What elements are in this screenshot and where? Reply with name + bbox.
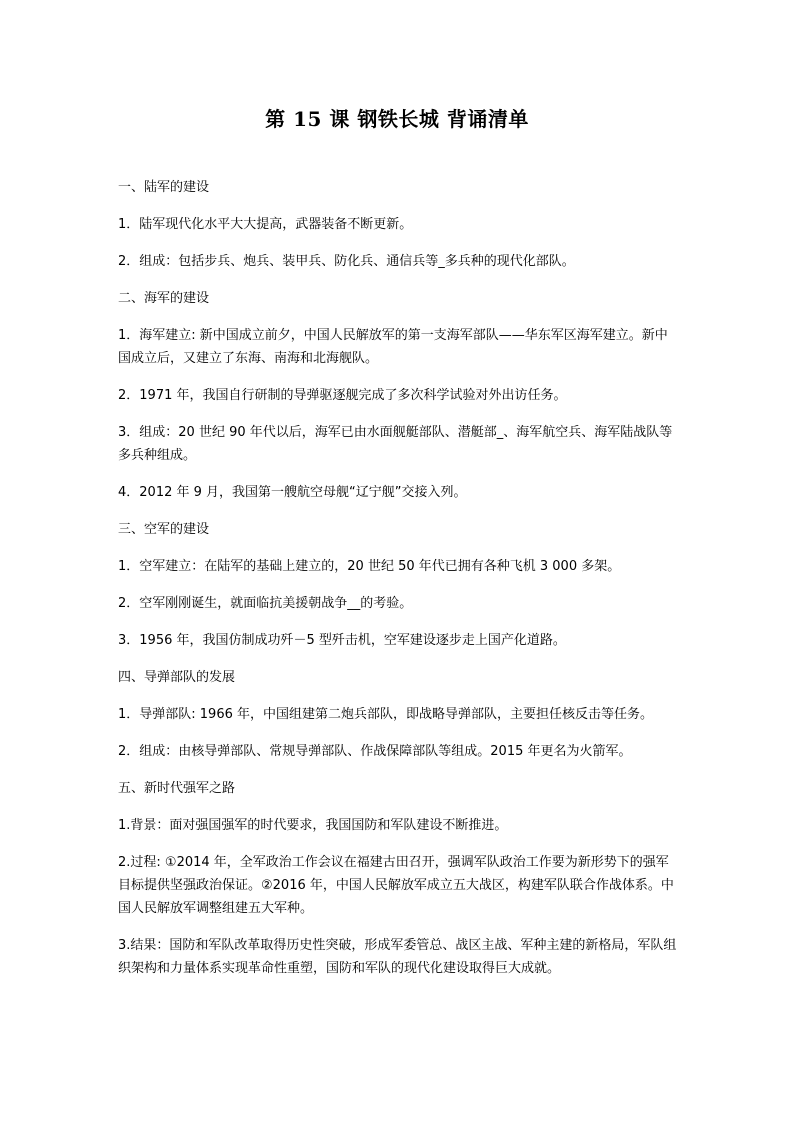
airforce-item-1: 1．空军建立：在陆军的基础上建立的，20 世纪 50 年代已拥有各种飞机 3 000 多架。	[118, 559, 621, 574]
section-heading-army: 一、陆军的建设	[118, 180, 210, 195]
new-era-item-1: 1.背景：面对强国强军的时代要求，我国国防和军队建设不断推进。	[118, 818, 508, 833]
missile-item-2: 2．组成：由核导弹部队、常规导弹部队、作战保障部队等组成。2015 年更名为火箭军。	[118, 744, 632, 759]
section-heading-missile: 四、导弹部队的发展	[118, 670, 236, 685]
page-title: 第 15 课 钢铁长城 背诵清单	[265, 107, 529, 131]
navy-item-2: 2．1971 年，我国自行研制的导弹驱逐舰完成了多次科学试验对外出访任务。	[118, 388, 567, 403]
army-item-1: 1．陆军现代化水平大大提高，武器装备不断更新。	[118, 217, 413, 232]
airforce-item-2: 2．空军刚刚诞生，就面临抗美援朝战争__的考验。	[118, 596, 413, 611]
missile-item-1: 1．导弹部队: 1966 年，中国组建第二炮兵部队，即战略导弹部队，主要担任核反击等任务。	[118, 707, 654, 722]
section-heading-navy: 二、海军的建设	[118, 291, 210, 306]
section-heading-airforce: 三、空军的建设	[118, 522, 210, 537]
document-body	[118, 176, 680, 994]
new-era-item-2: 2.过程: ①2014 年，全军政治工作会议在福建古田召开，强调军队政治工作要为新形势下的强军目标提供坚强政治保证。②2016 年，中国人民解放军成立五大战区，构建军队联合作战体系。中国人民解放军调整组建五大军种。	[118, 855, 674, 916]
new-era-item-3: 3.结果：国防和军队改革取得历史性突破，形成军委管总、战区主战、军种主建的新格局，军队组织架构和力量体系实现革命性重塑，国防和军队的现代化建设取得巨大成就。	[118, 938, 677, 976]
section-heading-new-era: 五、新时代强军之路	[118, 781, 236, 796]
navy-item-3: 3．组成：20 世纪 90 年代以后，海军已由水面舰艇部队、潜艇部_、海军航空兵、海军陆战队等多兵种组成。	[118, 425, 673, 463]
airforce-item-3: 3．1956 年，我国仿制成功歼－5 型歼击机，空军建设逐步走上国产化道路。	[118, 633, 566, 648]
army-item-2: 2．组成：包括步兵、炮兵、装甲兵、防化兵、通信兵等_多兵种的现代化部队。	[118, 254, 575, 269]
navy-item-4: 4．2012 年 9 月，我国第一艘航空母舰“辽宁舰”交接入列。	[118, 485, 467, 500]
navy-item-1: 1．海军建立: 新中国成立前夕，中国人民解放军的第一支海军部队——华东军区海军建立。新中国成立后，又建立了东海、南海和北海舰队。	[118, 328, 668, 366]
